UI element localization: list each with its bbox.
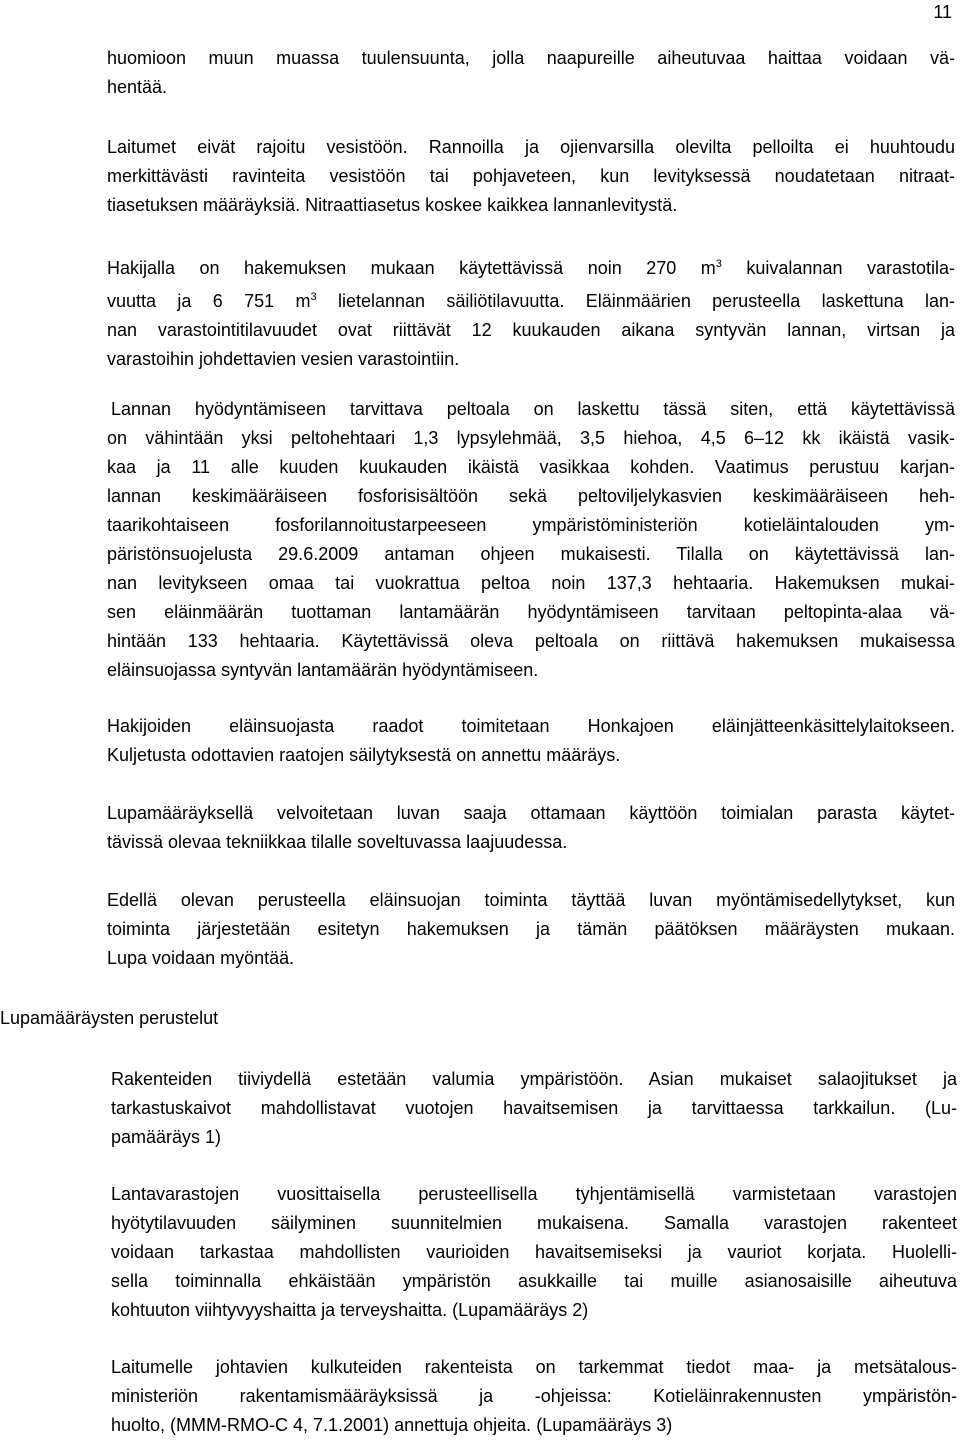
paragraph-wind-direction	[107, 44, 955, 102]
text-line: Lupa voidaan myöntää.	[107, 948, 295, 968]
paragraph-permit-rule-1	[111, 1065, 957, 1152]
text-line: Laitumet eivät rajoitu vesistöön. Rannoilla ja ojienvarsilla olevilta pelloilta ei huuhtoudu	[107, 137, 955, 157]
text-line	[107, 250, 955, 283]
text-line: Hakijoiden eläinsuojasta raadot toimitetaan Honkajoen eläinjätteenkäsittelylaitokseen.	[107, 716, 955, 736]
text-line: huomioon muun muassa tuulensuunta, jolla naapureille aiheutuvaa haittaa voidaan vä-	[107, 48, 955, 68]
text-line: varastoihin johdettavien vesien varastointiin.	[107, 349, 460, 369]
text-segment: lietelannan säiliötilavuutta. Eläinmäärien perusteella laskettuna lan-	[316, 291, 955, 311]
section-heading: Lupamääräysten perustelut	[0, 1008, 219, 1028]
text-line: tiasetuksen määräyksiä. Nitraattiasetus koskee kaikkea lannanlevitystä.	[107, 195, 678, 215]
text-line: huolto, (MMM-RMO-C 4, 7.1.2001) annettuja ohjeita. (Lupamääräys 3)	[111, 1415, 673, 1435]
superscript-3: 3	[715, 258, 722, 270]
text-line: taarikohtaiseen fosforilannoitustarpeeseen ympäristöministeriön kotieläintalouden ym-	[107, 515, 955, 535]
text-line: on vähintään yksi peltohehtaari 1,3 lypsylehmää, 3,5 hiehoa, 4,5 6–12 kk ikäistä vasik-	[107, 428, 955, 448]
text-line: Laitumelle johtavien kulkuteiden rakenteista on tarkemmat tiedot maa- ja metsätalous-	[111, 1357, 957, 1377]
text-line: merkittävästi ravinteita vesistöön tai pohjaveteen, kun levityksessä noudatetaan nitraat-	[107, 166, 955, 186]
text-line: Rakenteiden tiiviydellä estetään valumia ympäristöön. Asian mukaiset salaojitukset ja	[111, 1069, 957, 1089]
text-line: Kuljetusta odottavien raatojen säilytyksestä on annettu määräys.	[107, 745, 621, 765]
text-line: voidaan tarkastaa mahdollisten vaurioiden havaitsemiseksi ja vauriot korjata. Huolelli-	[111, 1242, 957, 1262]
text-line: tarkastuskaivot mahdollistavat vuotojen havaitsemisen ja tarvittaessa tarkkailun. (Lu-	[111, 1098, 957, 1118]
page-number: 11	[933, 2, 952, 22]
text-line: Lantavarastojen vuosittaisella perusteellisella tyhjentämisellä varmistetaan varastojen	[111, 1184, 957, 1204]
paragraph-pastures	[107, 133, 955, 220]
text-line: nan varastointitilavuudet ovat riittävät 12 kuukauden aikana syntyvän lannan, virtsan ja	[107, 320, 955, 340]
paragraph-permit-rule-2	[111, 1180, 957, 1325]
text-line: sella toiminnalla ehkäistään ympäristön asukkaille tai muille asianosaisille aiheutuva	[111, 1271, 957, 1291]
paragraph-permit-rule-3	[111, 1353, 957, 1440]
text-line: Lupamääräyksellä velvoitetaan luvan saaja ottamaan käyttöön toimialan parasta käytet-	[107, 803, 955, 823]
paragraph-permit-granted	[107, 886, 955, 973]
text-line: päristönsuojelusta 29.6.2009 antaman ohjeen mukaisesti. Tilalla on käytettävissä lan-	[107, 544, 955, 564]
paragraph-field-area	[107, 395, 955, 685]
paragraph-manure-storage	[107, 250, 955, 374]
text-line: kaa ja 11 alle kuuden kuukauden ikäistä vasikkaa kohden. Vaatimus perustuu karjan-	[107, 457, 955, 477]
text-line: lannan keskimääräiseen fosforisisältöön sekä peltoviljelykasvien keskimääräiseen heh-	[107, 486, 955, 506]
paragraph-carcasses	[107, 712, 955, 770]
text-line: hentää.	[107, 77, 168, 97]
paragraph-best-technique	[107, 799, 955, 857]
text-line: Lannan hyödyntämiseen tarvittava peltoala on laskettu tässä siten, että käytettävissä	[111, 399, 955, 419]
text-segment: kuivalannan varastotila-	[721, 258, 955, 278]
text-line: eläinsuojassa syntyvän lantamäärän hyödyntämiseen.	[107, 660, 539, 680]
superscript-3: 3	[310, 291, 317, 303]
text-line: hyötytilavuuden säilyminen suunnitelmien mukaisena. Samalla varastojen rakenteet	[111, 1213, 957, 1233]
text-line: pamääräys 1)	[111, 1127, 222, 1147]
text-segment: Hakijalla on hakemuksen mukaan käytettävissä noin 270 m	[107, 258, 716, 278]
text-line: hintään 133 hehtaaria. Käytettävissä oleva peltoala on riittävä hakemuksen mukaisessa	[107, 631, 955, 651]
text-line: toiminta järjestetään esitetyn hakemuksen ja tämän päätöksen määräysten mukaan.	[107, 919, 955, 939]
text-line: ministeriön rakentamismääräyksissä ja -ohjeissa: Kotieläinrakennusten ympäristön-	[111, 1386, 957, 1406]
text-line	[107, 283, 955, 316]
text-line: nan levitykseen omaa tai vuokrattua peltoa noin 137,3 hehtaaria. Hakemuksen mukai-	[107, 573, 955, 593]
text-line: Edellä olevan perusteella eläinsuojan toiminta täyttää luvan myöntämisedellytykset, kun	[107, 890, 955, 910]
text-line: sen eläinmäärän tuottaman lantamäärän hyödyntämiseen tarvitaan peltopinta-alaa vä-	[107, 602, 955, 622]
text-line: kohtuuton viihtyvyyshaitta ja terveyshaitta. (Lupamääräys 2)	[111, 1300, 589, 1320]
text-line: tävissä olevaa tekniikkaa tilalle soveltuvassa laajuudessa.	[107, 832, 568, 852]
text-segment: vuutta ja 6 751 m	[107, 291, 311, 311]
